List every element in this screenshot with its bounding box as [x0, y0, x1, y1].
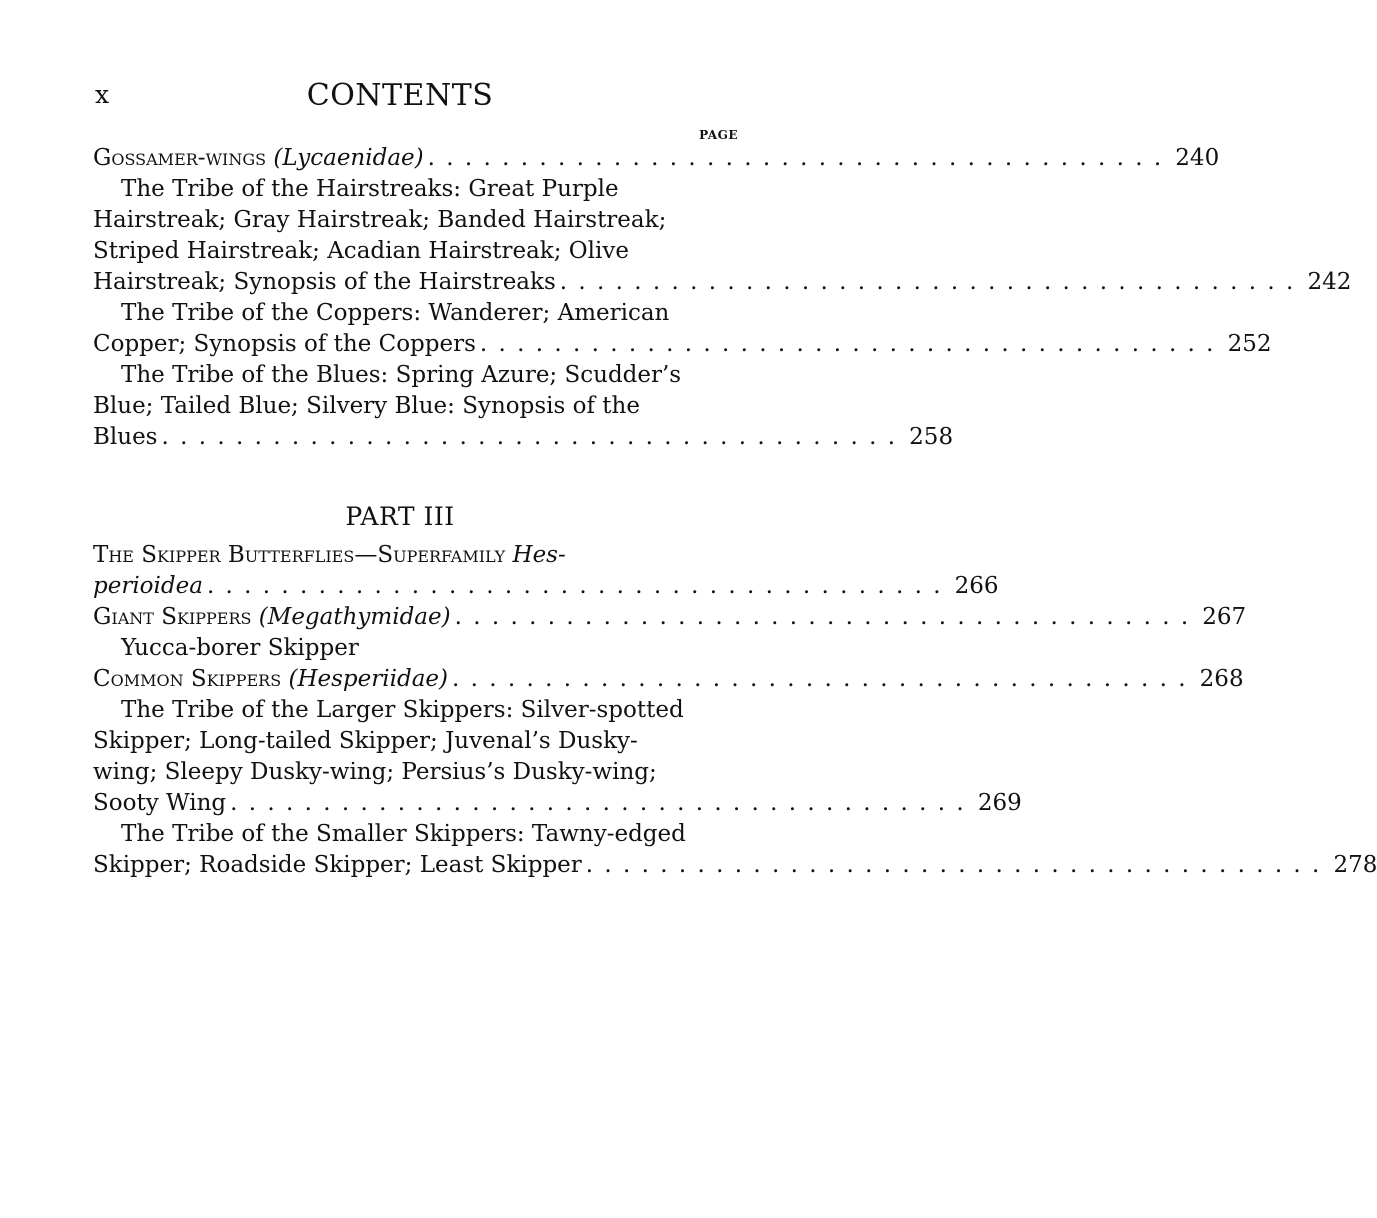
dot-leader: . . . . . . . . . . . . . . . . . . . . . . . . . . . . . . . . . . . . . . . . — [479, 331, 1216, 357]
toc-line: Hairstreak; Gray Hairstreak; Banded Hairstreak; — [93, 207, 667, 233]
toc-entry-gossamer-wings — [93, 143, 1220, 174]
toc-entry-smaller-skippers — [93, 850, 1377, 881]
toc-heading: Gossamer-wings — [93, 145, 267, 171]
page-title: CONTENTS — [306, 78, 494, 113]
part-heading: PART III — [345, 502, 455, 531]
dot-leader: . . . . . . . . . . . . . . . . . . . . . . . . . . . . . . . . . . . . . . . . — [427, 145, 1164, 171]
toc-line: The Tribe of the Hairstreaks: Great Purple — [121, 176, 619, 202]
contents-list-part-3 — [93, 540, 1377, 881]
toc-latin-name: perioidea — [93, 573, 203, 599]
toc-line: Blues — [93, 424, 158, 450]
page-number: 252 — [1227, 331, 1272, 357]
dot-leader: . . . . . . . . . . . . . . . . . . . . . . . . . . . . . . . . . . . . . . . . — [161, 424, 898, 450]
toc-latin-name: (Hesperiidae) — [288, 666, 448, 692]
toc-line: The Tribe of the Blues: Spring Azure; Scudder’s — [121, 362, 682, 388]
toc-entry-common-skippers — [93, 664, 1244, 695]
toc-entry-skipper-butterflies — [93, 540, 738, 571]
dot-leader: . . . . . . . . . . . . . . . . . . . . . . . . . . . . . . . . . . . . . . . . — [452, 666, 1188, 692]
dot-leader: . . . . . . . . . . . . . . . . . . . . . . . . . . . . . . . . . . . . . . . . — [585, 852, 1322, 878]
toc-line: The Tribe of the Coppers: Wanderer; American — [121, 300, 670, 326]
page-column-label: PAGE — [699, 128, 738, 142]
toc-line: Striped Hairstreak; Acadian Hairstreak; Olive — [93, 238, 629, 264]
dot-leader: . . . . . . . . . . . . . . . . . . . . . . . . . . . . . . . . . . . . . . . . — [454, 604, 1191, 630]
toc-entry-blues — [93, 422, 954, 453]
page-number: 240 — [1175, 145, 1220, 171]
toc-line: The Tribe of the Larger Skippers: Silver-spotted — [121, 697, 684, 723]
page-number: 269 — [977, 790, 1022, 816]
page-number: 266 — [954, 573, 999, 599]
toc-entry-giant-skippers — [93, 602, 1247, 633]
toc-line: Hairstreak; Synopsis of the Hairstreaks — [93, 269, 556, 295]
toc-line: Sooty Wing — [93, 790, 227, 816]
toc-entry-coppers — [93, 329, 1272, 360]
page-number: 268 — [1199, 666, 1244, 692]
toc-latin-name: Hes- — [512, 542, 566, 568]
page-number: 258 — [909, 424, 954, 450]
toc-heading: The Skipper Butterflies—Superfamily — [93, 542, 506, 568]
toc-entry-hairstreaks — [93, 267, 1352, 298]
toc-line: The Tribe of the Smaller Skippers: Tawny-edged — [121, 821, 686, 847]
toc-line: Blue; Tailed Blue; Silvery Blue: Synopsis of the — [93, 393, 640, 419]
toc-entry-hesperioidea — [93, 571, 999, 602]
toc-latin-name: (Megathymidae) — [258, 604, 451, 630]
page-number: 278 — [1333, 852, 1377, 878]
toc-line: wing; Sleepy Dusky-wing; Persius’s Dusky-wing; — [93, 759, 657, 785]
toc-line: Copper; Synopsis of the Coppers — [93, 331, 476, 357]
toc-subentry: Yucca-borer Skipper — [121, 635, 359, 661]
dot-leader: . . . . . . . . . . . . . . . . . . . . . . . . . . . . . . . . . . . . . . . . — [230, 790, 966, 816]
page-number: 267 — [1202, 604, 1247, 630]
toc-line: Skipper; Long-tailed Skipper; Juvenal’s Dusky- — [93, 728, 638, 754]
toc-heading: Giant Skippers — [93, 604, 252, 630]
toc-latin-name: (Lycaenidae) — [273, 145, 424, 171]
toc-entry-larger-skippers — [93, 788, 1022, 819]
contents-list-part-2 — [93, 143, 1352, 453]
dot-leader: . . . . . . . . . . . . . . . . . . . . . . . . . . . . . . . . . . . . . . . . — [559, 269, 1296, 295]
toc-line: Skipper; Roadside Skipper; Least Skipper — [93, 852, 582, 878]
toc-heading: Common Skippers — [93, 666, 282, 692]
page-folio: x — [95, 80, 110, 109]
page-number: 242 — [1307, 269, 1352, 295]
dot-leader: . . . . . . . . . . . . . . . . . . . . . . . . . . . . . . . . . . . . . . . . — [206, 573, 943, 599]
